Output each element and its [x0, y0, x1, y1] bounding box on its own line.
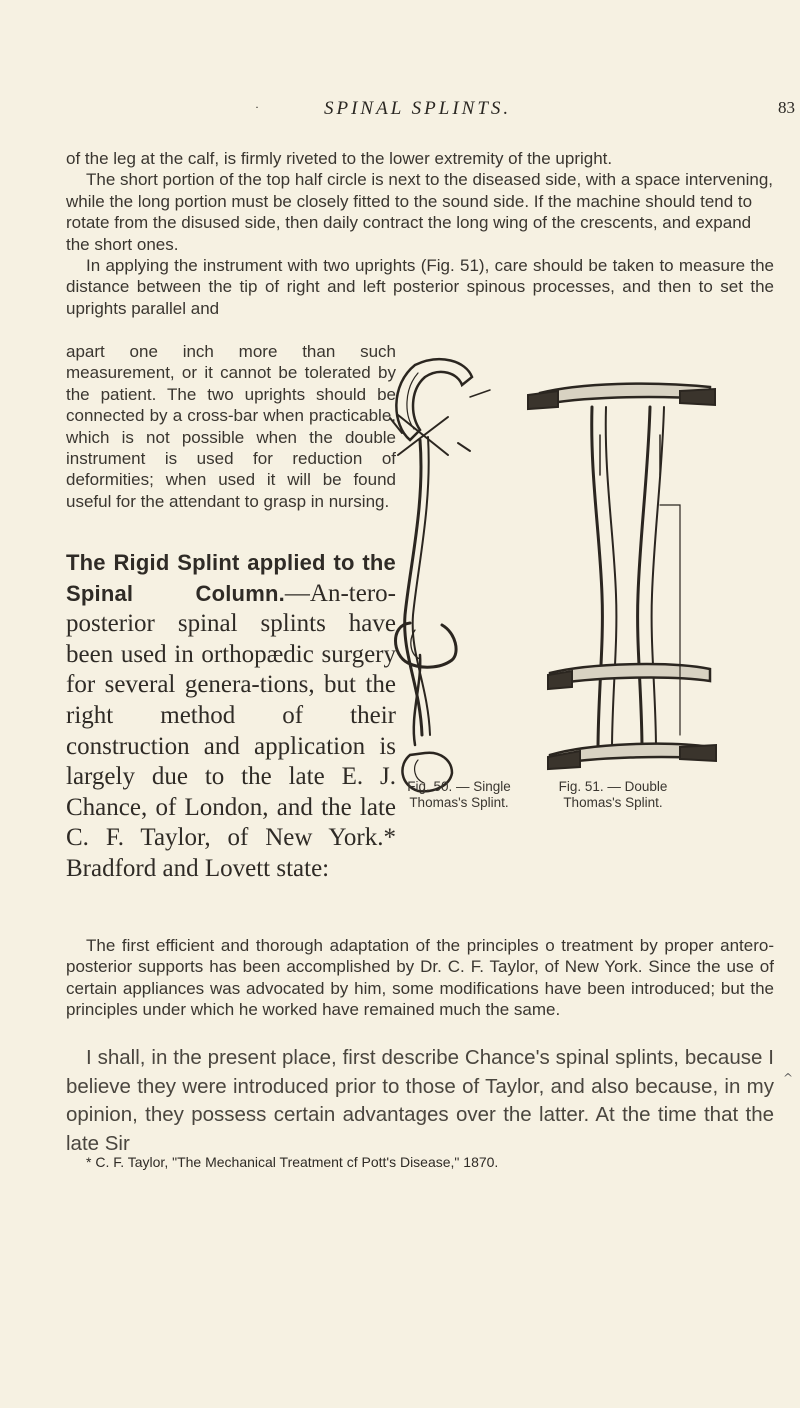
paragraph: of the leg at the calf, is firmly riveted to the lower extremity of the upright. — [66, 149, 613, 168]
page-title: SPINAL SPLINTS. — [324, 98, 512, 119]
fig-50-caption — [389, 779, 529, 811]
top-text-block — [66, 148, 774, 319]
bottom-text-block — [66, 935, 774, 1021]
rigid-splint-section — [66, 548, 396, 885]
paragraph: The short portion of the top half circle is next to the diseased side, with a space intervening, while the long portion must be closely fitted to the sound side. If the machine should tend to rotate from the disused side, then daily contract the long wing of the crescents, and expand the short ones. — [66, 170, 773, 254]
fig-51-caption — [538, 779, 688, 811]
page-number: 83 — [778, 98, 795, 117]
paragraph: The first efficient and thorough adaptation of the principles o treatment by proper antero-posterior supports has been accomplished by Dr. C. F. Taylor, of New York. Since the use of certain appliances was advocated by him, some modifications have been introduced; but the principles under which he worked have remained much the same. — [66, 936, 774, 1020]
caption-line: Fig. 51. — Double — [558, 779, 668, 794]
header-dot: · — [255, 100, 259, 114]
paragraph: apart one inch more than such measurement, or it cannot be tolerated by the patient. The two uprights should be connected by a cross-bar when practicable, which is not possible when the double instrument is used for reduction of deformities; when used it will be found useful for the attendant to grasp in nursing. — [66, 342, 396, 511]
footnote: * C. F. Taylor, "The Mechanical Treatment cf Pott's Disease," 1870. — [86, 1154, 499, 1170]
splint-illustrations — [380, 355, 800, 895]
large-text-block — [66, 1044, 774, 1158]
caption-line: Thomas's Splint. — [409, 795, 509, 810]
section-body: —An-tero-posterior spinal splints have been used in orthopædic surgery for several genera-tions, but the right method of their construction and application is largely due to the late E. J. Chance, of London, and the late C. F. Taylor, of New York.* Bradford and Lovett state: — [66, 579, 396, 882]
left-column-text — [66, 341, 396, 512]
figures-area — [380, 355, 800, 895]
section-heading: The Rigid Splint applied to the Spinal Column. — [66, 550, 396, 606]
running-header — [66, 96, 800, 126]
single-splint-illustration — [390, 359, 490, 791]
caption-line: Thomas's Splint. — [563, 795, 663, 810]
margin-mark: ^ — [783, 1071, 794, 1085]
paragraph: I shall, in the present place, first describe Chance's spinal splints, because I believe they were introduced prior to those of Taylor, and also because, in my opinion, they possess certain advantages over the latter. At the time that the late Sir — [66, 1046, 774, 1155]
double-splint-illustration — [528, 384, 716, 769]
paragraph: In applying the instrument with two uprights (Fig. 51), care should be taken to measure the distance between the tip of right and left posterior spinous processes, and then to set the uprights parallel and — [66, 256, 774, 318]
caption-line: Fig. 50. — Single — [407, 779, 511, 794]
